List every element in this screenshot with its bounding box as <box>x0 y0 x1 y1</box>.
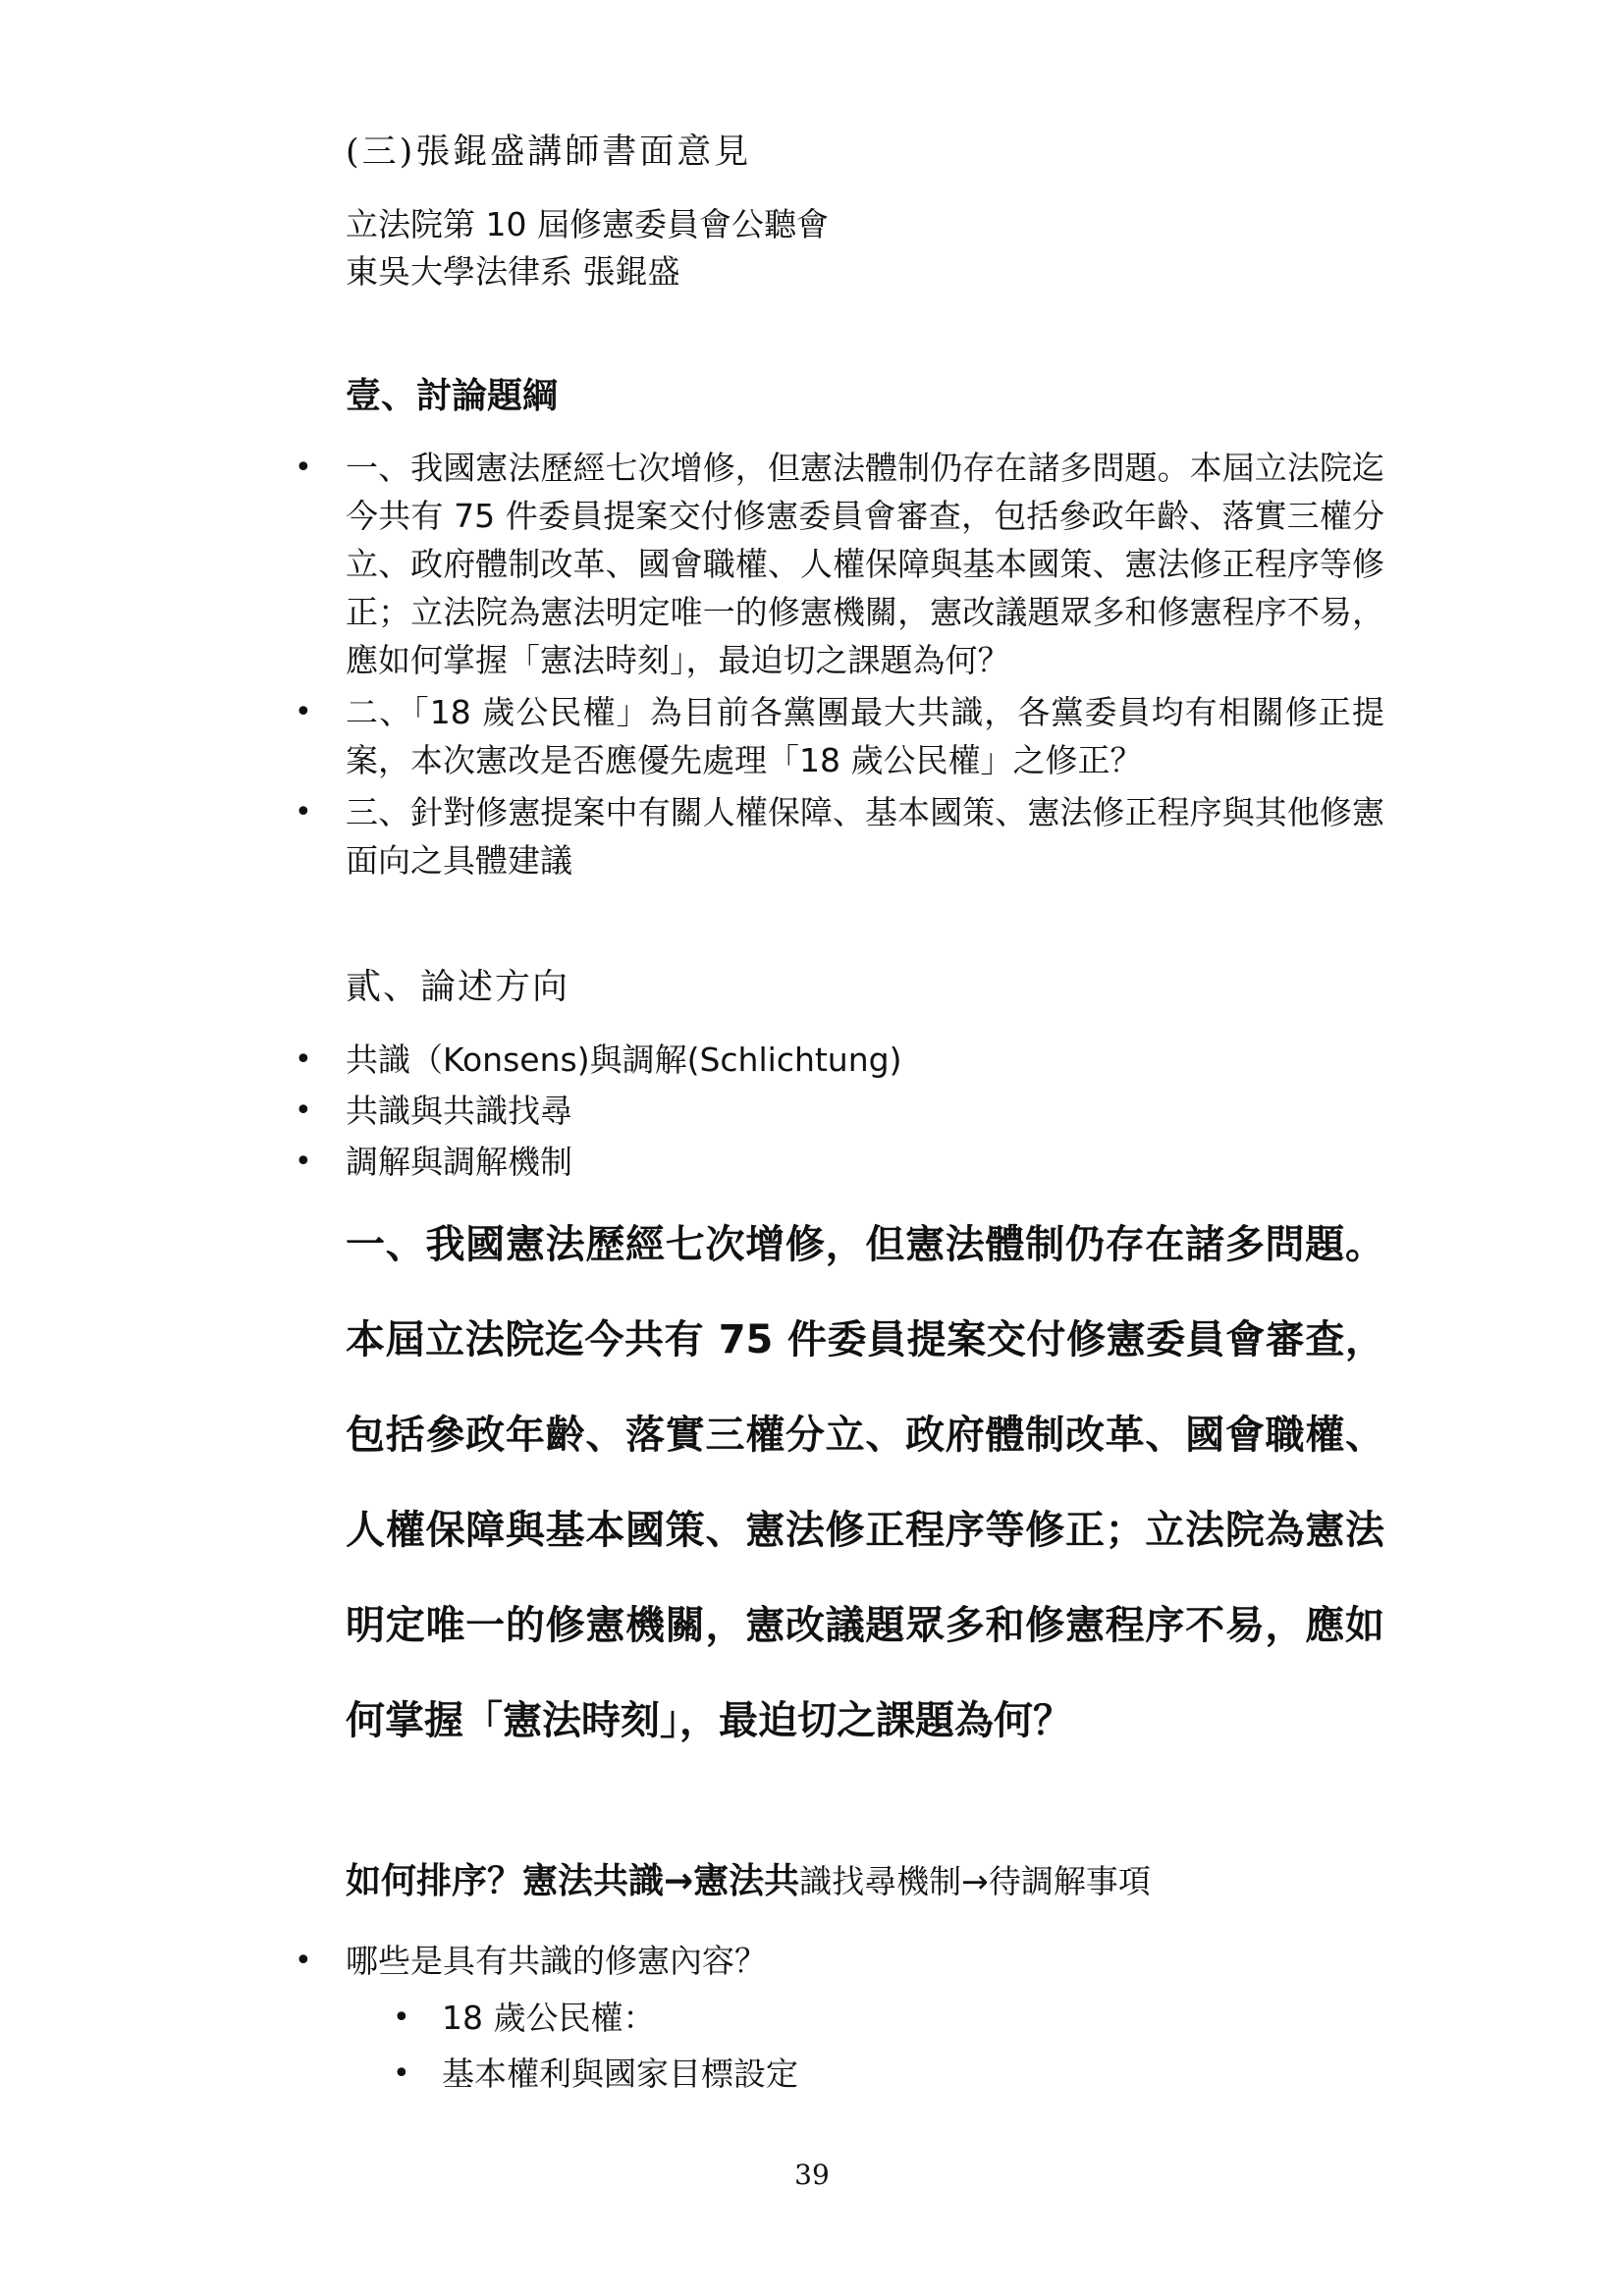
list-item: • 二、「18 歲公民權」為目前各黨團最大共識，各黨委員均有相關修正提案，本次憲改是否應優先處理「18 歲公民權」之修正？ <box>295 688 1384 784</box>
heading-discussion-direction: 貳、論述方向 <box>346 967 570 1007</box>
section-label: (三)張錕盛講師書面意見 <box>346 133 752 172</box>
list-item: • 三、針對修憲提案中有關人權保障、基本國策、憲法修正程序與其他修憲面向之具體建議 <box>295 788 1384 884</box>
discussion-topics-list <box>295 444 1384 888</box>
page-number: 39 <box>794 2159 830 2191</box>
ordering-line <box>346 1856 1151 1907</box>
ordering-bold: 如何排序？憲法共識→憲法共 <box>346 1861 800 1901</box>
list-item: • 基本權利與國家目標設定 <box>393 2050 1375 2098</box>
list-item: • 18 歲公民權： <box>393 1994 1375 2042</box>
ordering-plain: 識找尋機制→待調解事項 <box>799 1862 1151 1900</box>
list-item: • 一、我國憲法歷經七次增修，但憲法體制仍存在諸多問題。本屆立法院迄今共有 75 件委員提案交付修憲委員會審查，包括參政年齡、落實三權分立、政府體制改革、國會職權、人權保障與基本國策、憲法修正程序等修正；立法院為憲法明定唯一的修憲機關，憲改議題眾多和修憲程序不易，應如何掌握「憲法時刻」，最迫切之課題為何？ <box>295 444 1384 684</box>
list-item: • 共識（Konsens)與調解(Schlichtung) <box>295 1037 1384 1084</box>
direction-list <box>295 1037 1384 1190</box>
question-list <box>295 1937 1384 1985</box>
hearing-title: 立法院第 10 屆修憲委員會公聽會 <box>346 205 829 243</box>
author-affiliation: 東吳大學法律系 張錕盛 <box>346 252 680 291</box>
list-item: • 調解與調解機制 <box>295 1139 1384 1186</box>
emphasis-paragraph: 一、我國憲法歷經七次增修，但憲法體制仍存在諸多問題。本屆立法院迄今共有 75 件委員提案交付修憲委員會審查，包括參政年齡、落實三權分立、政府體制改革、國會職權、人權保障與基本國策、憲法修正程序等修正；立法院為憲法明定唯一的修憲機關，憲改議題眾多和修憲程序不易，應如何掌握「憲法時刻」，最迫切之課題為何？ <box>346 1222 1384 1743</box>
list-item: • 共識與共識找尋 <box>295 1088 1384 1135</box>
heading-discussion-topics: 壹、討論題綱 <box>346 376 559 416</box>
consensus-sub-list <box>393 1994 1375 2106</box>
list-item: • 哪些是具有共識的修憲內容？ <box>295 1937 1384 1985</box>
